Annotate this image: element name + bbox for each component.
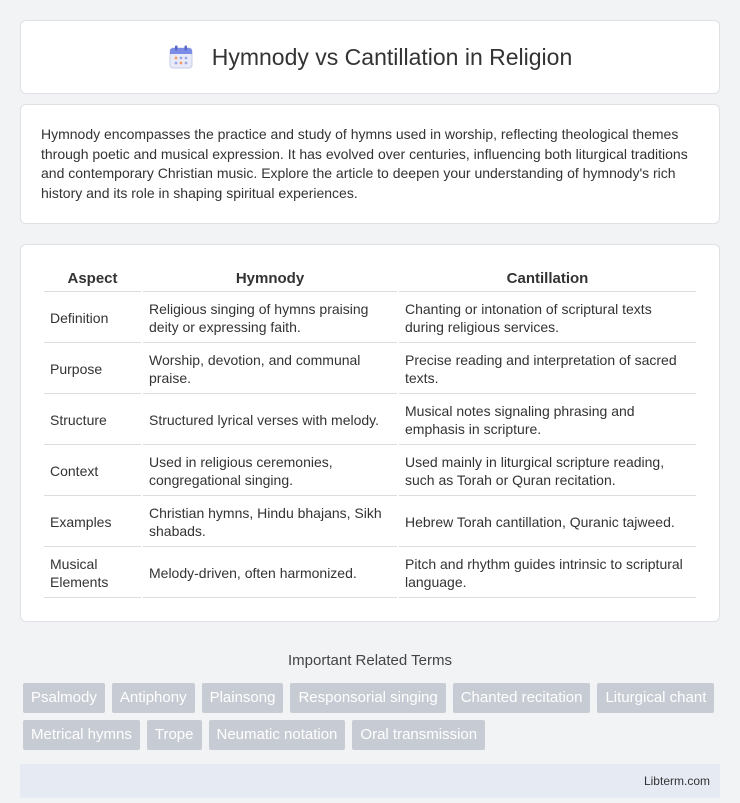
table-row: [44, 396, 696, 445]
table-row: [44, 549, 696, 598]
comparison-card: [20, 244, 720, 622]
term-tag[interactable]: Metrical hymns: [23, 720, 140, 750]
cell-cantillation: Precise reading and interpretation of sacred texts.: [399, 345, 696, 394]
intro-text: Hymnody encompasses the practice and study of hymns used in worship, reflecting theological themes through poetic and musical expression. It has evolved over centuries, influencing both liturgical traditions and contemporary Christian music. Explore the article to deepen your understanding of hymnody's rich history and its role in shaping spiritual experiences.: [41, 126, 688, 201]
cell-aspect: Definition: [44, 294, 141, 343]
table-row: [44, 447, 696, 496]
header-cantillation: Cantillation: [399, 267, 696, 292]
term-tag[interactable]: Chanted recitation: [453, 683, 591, 713]
page-title: Hymnody vs Cantillation in Religion: [211, 43, 573, 70]
footer-site-link[interactable]: Libterm.com: [643, 774, 710, 788]
term-tag[interactable]: Plainsong: [202, 683, 284, 713]
term-tag[interactable]: Liturgical chant: [597, 683, 714, 713]
cell-hymnody: Used in religious ceremonies, congregational singing.: [143, 447, 397, 496]
cell-hymnody: Christian hymns, Hindu bhajans, Sikh shabads.: [143, 498, 397, 547]
cell-aspect: Structure: [44, 396, 141, 445]
cell-hymnody: Structured lyrical verses with melody.: [143, 396, 397, 445]
table-row: [44, 345, 696, 394]
cell-aspect: Musical Elements: [44, 549, 141, 598]
cell-cantillation: Musical notes signaling phrasing and emphasis in scripture.: [399, 396, 696, 445]
table-row: [44, 498, 696, 547]
table-row: [44, 294, 696, 343]
cell-hymnody: Melody-driven, often harmonized.: [143, 549, 397, 598]
cell-aspect: Context: [44, 447, 141, 496]
term-tag[interactable]: Psalmody: [23, 683, 105, 713]
cell-aspect: Examples: [44, 498, 141, 547]
calendar-icon: [168, 44, 194, 70]
term-tag[interactable]: Neumatic notation: [209, 720, 346, 750]
footer: [20, 764, 720, 798]
cell-cantillation: Pitch and rhythm guides intrinsic to scriptural language.: [399, 549, 696, 598]
term-tag[interactable]: Trope: [147, 720, 202, 750]
header-hymnody: Hymnody: [143, 267, 397, 292]
header-card: [20, 20, 720, 94]
term-tag[interactable]: Responsorial singing: [290, 683, 445, 713]
cell-cantillation: Used mainly in liturgical scripture reading, such as Torah or Quran recitation.: [399, 447, 696, 496]
table-header-row: [44, 267, 696, 292]
term-tag[interactable]: Antiphony: [112, 683, 195, 713]
cell-hymnody: Religious singing of hymns praising deity or expressing faith.: [143, 294, 397, 343]
cell-aspect: Purpose: [44, 345, 141, 394]
cell-hymnody: Worship, devotion, and communal praise.: [143, 345, 397, 394]
cell-cantillation: Hebrew Torah cantillation, Quranic tajweed.: [399, 498, 696, 547]
header-aspect: Aspect: [44, 267, 141, 292]
cell-cantillation: Chanting or intonation of scriptural texts during religious services.: [399, 294, 696, 343]
related-terms-list: [20, 683, 720, 750]
intro-card: [20, 104, 720, 224]
term-tag[interactable]: Oral transmission: [352, 720, 485, 750]
related-terms-title: Important Related Terms: [288, 652, 452, 669]
comparison-table: [42, 265, 698, 600]
